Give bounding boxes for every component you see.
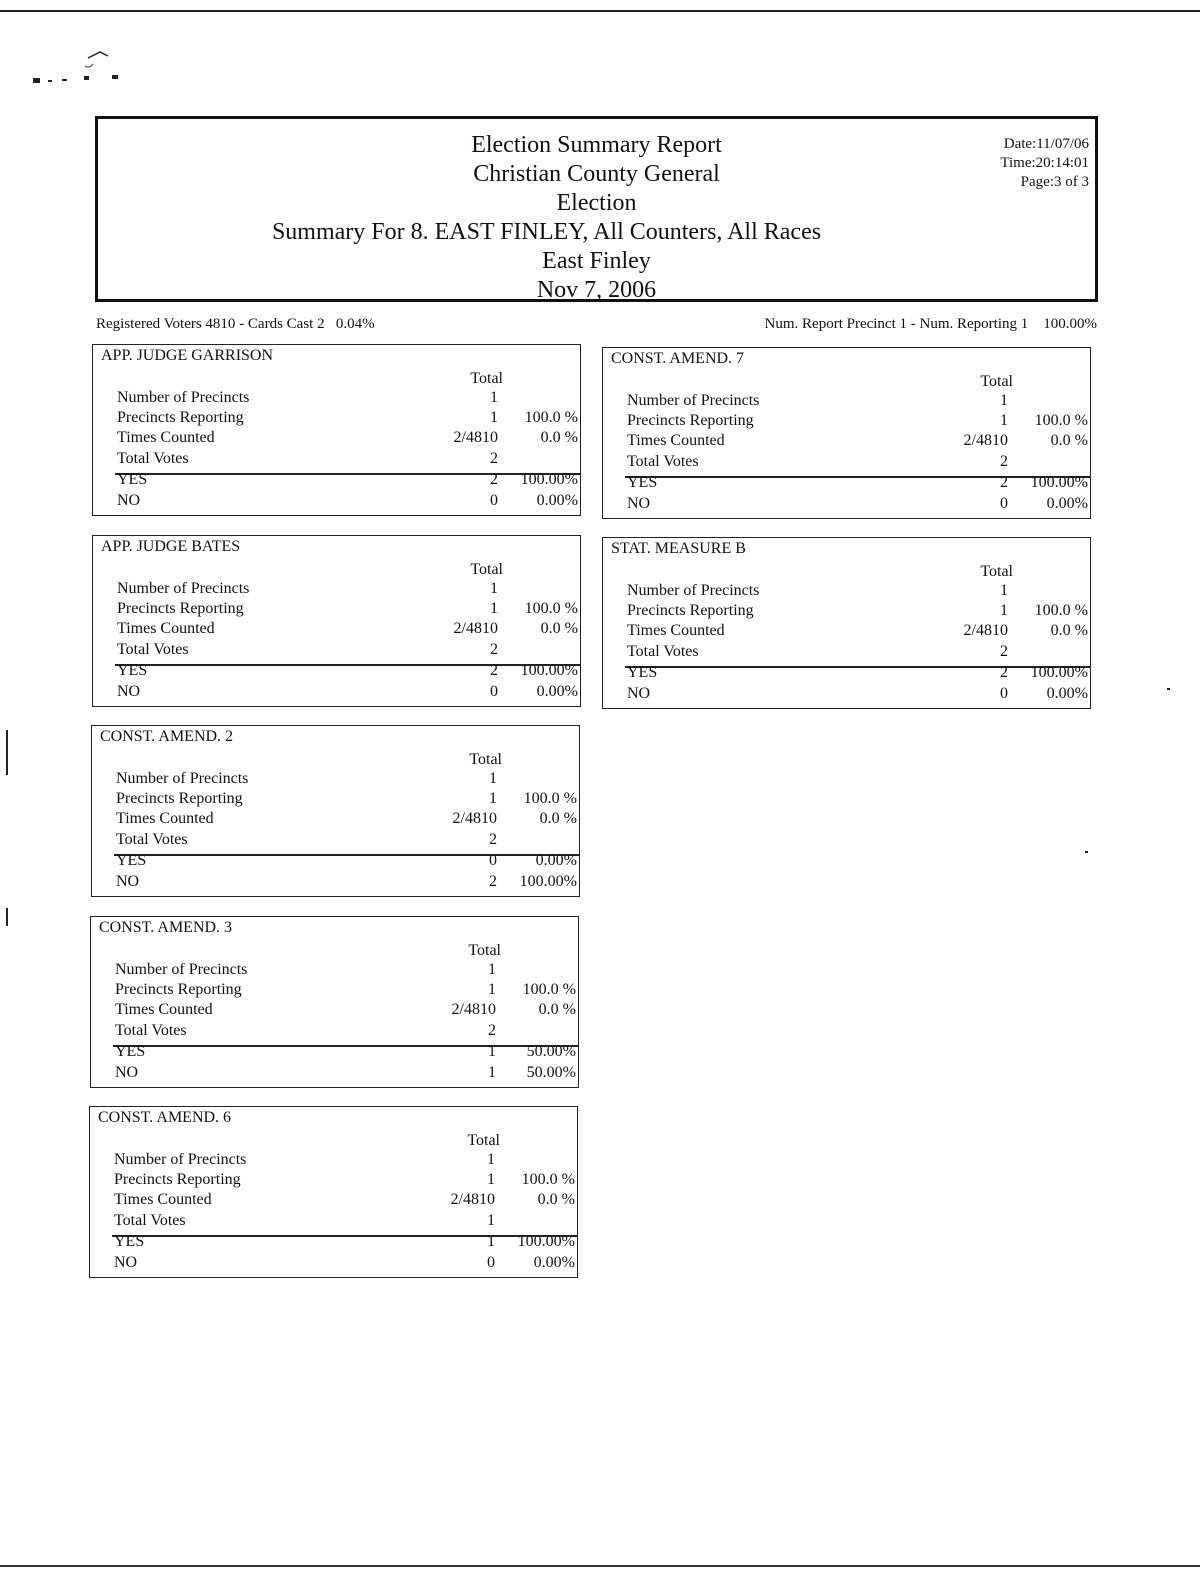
- summary-for-line: Summary For 8. EAST FINLEY, All Counters, All Races: [271, 219, 822, 245]
- scan-mark-left-2: [6, 908, 8, 926]
- number-of-precincts-row: Number of Precincts 1: [115, 961, 496, 978]
- total-votes-row: Total Votes 2: [115, 1022, 496, 1039]
- number-of-precincts-row: Number of Precincts 1: [114, 1151, 495, 1168]
- scan-edge-bottom: [0, 1565, 1200, 1567]
- race-box: [89, 1106, 578, 1278]
- report-header: [95, 116, 1098, 302]
- reporting-summary: Num. Report Precinct 1 - Num. Reporting 1 100.00%: [764, 316, 1097, 332]
- total-header: Total: [470, 561, 503, 578]
- precincts-reporting-row: Precincts Reporting 1 100.0 %: [116, 790, 577, 807]
- race-title: STAT. MEASURE B: [611, 540, 746, 557]
- precincts-reporting-row: Precincts Reporting 1 100.0 %: [115, 981, 576, 998]
- total-votes-row: Total Votes 2: [116, 831, 497, 848]
- precincts-reporting-row: Precincts Reporting 1 100.0 %: [117, 600, 578, 617]
- total-header: Total: [980, 563, 1013, 580]
- choice-row-yes: YES 2 100.00%: [627, 474, 1088, 491]
- race-title: CONST. AMEND. 7: [611, 350, 745, 367]
- race-box: [602, 347, 1091, 519]
- total-header: Total: [980, 373, 1013, 390]
- race-box: [91, 725, 580, 897]
- choice-row-yes: YES 0 0.00%: [116, 852, 577, 869]
- report-time: Time:20:14:01: [1000, 155, 1089, 171]
- total-votes-row: Total Votes 2: [627, 453, 1008, 470]
- race-box: [602, 537, 1091, 709]
- total-votes-row: Total Votes 2: [627, 643, 1008, 660]
- scan-mark-left-1: [6, 730, 8, 775]
- choice-row-no: NO 0 0.00%: [627, 495, 1088, 512]
- choice-row-yes: YES 1 50.00%: [115, 1043, 576, 1060]
- total-header: Total: [470, 370, 503, 387]
- precincts-reporting-row: Precincts Reporting 1 100.0 %: [114, 1171, 575, 1188]
- total-header: Total: [469, 751, 502, 768]
- number-of-precincts-row: Number of Precincts 1: [627, 392, 1008, 409]
- scan-dot-right-1: [1167, 688, 1170, 690]
- race-title: CONST. AMEND. 6: [98, 1109, 232, 1126]
- total-header: Total: [467, 1132, 500, 1149]
- choice-row-yes: YES 2 100.00%: [117, 662, 578, 679]
- choice-row-no: NO 2 100.00%: [116, 873, 577, 890]
- choice-row-no: NO 0 0.00%: [117, 683, 578, 700]
- race-title: CONST. AMEND. 2: [100, 728, 234, 745]
- number-of-precincts-row: Number of Precincts 1: [116, 770, 497, 787]
- times-counted-row: Times Counted 2/4810 0.0 %: [627, 432, 1088, 449]
- county-line: Christian County General: [473, 161, 720, 187]
- total-votes-row: Total Votes 1: [114, 1212, 495, 1229]
- number-of-precincts-row: Number of Precincts 1: [117, 580, 498, 597]
- race-title: CONST. AMEND. 3: [99, 919, 233, 936]
- times-counted-row: Times Counted 2/4810 0.0 %: [115, 1001, 576, 1018]
- times-counted-row: Times Counted 2/4810 0.0 %: [116, 810, 577, 827]
- race-box: [92, 535, 581, 707]
- precincts-reporting-row: Precincts Reporting 1 100.0 %: [117, 409, 578, 426]
- number-of-precincts-row: Number of Precincts 1: [627, 582, 1008, 599]
- registered-voters-summary: Registered Voters 4810 - Cards Cast 2 0.04%: [96, 316, 375, 332]
- scan-marks: [30, 48, 140, 98]
- race-title: APP. JUDGE GARRISON: [101, 347, 274, 364]
- election-line: Election: [556, 190, 637, 216]
- times-counted-row: Times Counted 2/4810 0.0 %: [117, 429, 578, 446]
- choice-row-no: NO 0 0.00%: [117, 492, 578, 509]
- scan-edge-top: [0, 10, 1200, 12]
- times-counted-row: Times Counted 2/4810 0.0 %: [114, 1191, 575, 1208]
- report-meta: [1000, 135, 1089, 192]
- total-votes-row: Total Votes 2: [117, 450, 498, 467]
- report-date: Date:11/07/06: [1003, 136, 1089, 152]
- precincts-reporting-row: Precincts Reporting 1 100.0 %: [627, 602, 1088, 619]
- total-votes-row: Total Votes 2: [117, 641, 498, 658]
- report-title: Election Summary Report: [471, 132, 722, 158]
- election-date: Nov 7, 2006: [536, 277, 657, 303]
- times-counted-row: Times Counted 2/4810 0.0 %: [117, 620, 578, 637]
- choice-row-yes: YES 2 100.00%: [117, 471, 578, 488]
- precinct-name: East Finley: [542, 248, 651, 274]
- total-header: Total: [468, 942, 501, 959]
- scan-dot-right-2: [1085, 851, 1088, 853]
- race-box: [92, 344, 581, 516]
- choice-row-yes: YES 1 100.00%: [114, 1233, 575, 1250]
- precincts-reporting-row: Precincts Reporting 1 100.0 %: [627, 412, 1088, 429]
- race-title: APP. JUDGE BATES: [101, 538, 241, 555]
- report-page: Page:3 of 3: [1020, 174, 1089, 190]
- choice-row-no: NO 0 0.00%: [114, 1254, 575, 1271]
- times-counted-row: Times Counted 2/4810 0.0 %: [627, 622, 1088, 639]
- choice-row-yes: YES 2 100.00%: [627, 664, 1088, 681]
- number-of-precincts-row: Number of Precincts 1: [117, 389, 498, 406]
- choice-row-no: NO 1 50.00%: [115, 1064, 576, 1081]
- race-box: [90, 916, 579, 1088]
- choice-row-no: NO 0 0.00%: [627, 685, 1088, 702]
